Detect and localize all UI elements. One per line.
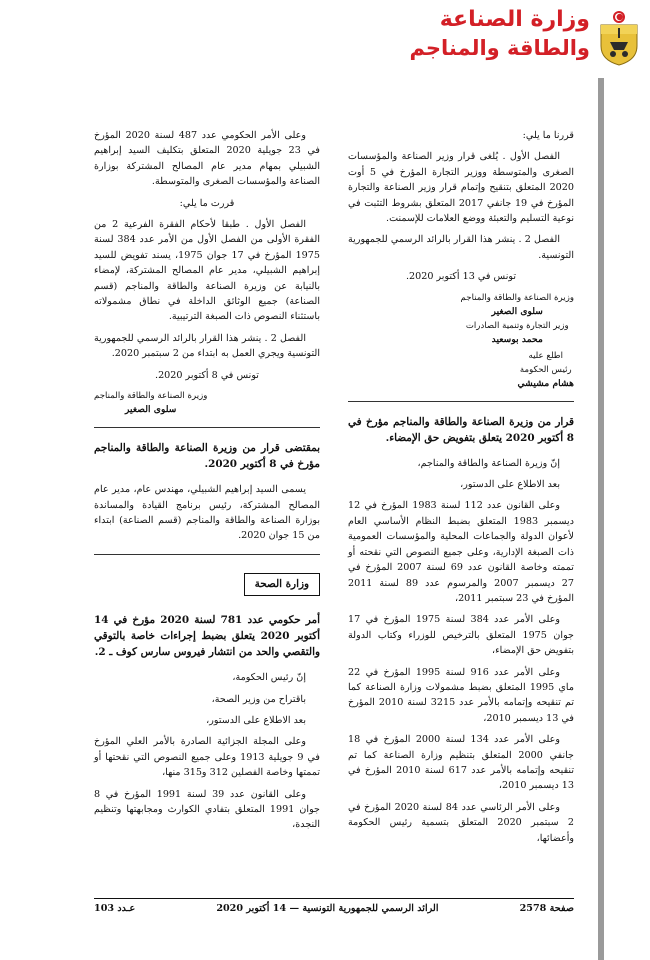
logo-line-1: وزارة الصناعة [439, 7, 590, 32]
paragraph: باقتراح من وزير الصحة، [211, 693, 306, 705]
decree-title: أمر حكومي عدد 781 لسنة 2020 مؤرخ في 14 أكتوبر 2020 يتعلق بضبط إجراءات خاصة بالتوقي والتقصي والحد من انتشار فيروس سارس كوف ـ 2. [94, 614, 320, 659]
section-divider [94, 427, 320, 428]
logo-line-2: والطاقة والمناجم [409, 36, 590, 60]
signature-name: هشام مشيشي [517, 377, 574, 389]
signature-title: رئيس الحكومة [519, 364, 572, 375]
right-column [348, 128, 574, 852]
signature-name: سلوى الصغير [124, 404, 177, 416]
date-line: تونس في 8 أكتوبر 2020. [155, 369, 259, 381]
page-footer [94, 898, 574, 914]
section-divider [348, 401, 574, 402]
paragraph: الفصل الأول . طبقا لأحكام الفقرة الفرعية 2 من الفقرة الأولى من الفصل الأول من الأمر عدد 384 لسنة 1975 المؤرخ في 17 جوان 1975، يسند تفويض للسيد إبراهيم الشبيلي، مدير عام المصالح المشتركة، لإمضاء بالنيابة عن وزيرة الصناعة والطاقة والمناجم (قسم الصناعة) جميع الوثائق الداخلة في نطاق مشمولاته باستثناء النصوص ذات الصبغة الترتيبية. [94, 219, 321, 323]
decree-title: بمقتضى قرار من وزيرة الصناعة والطاقة والمناجم مؤرخ في 8 أكتوبر 2020. [94, 442, 320, 471]
gazette-page [50, 76, 598, 960]
date-line: تونس في 13 أكتوبر 2020. [405, 271, 517, 283]
issue-number: عـدد 103 [94, 903, 136, 914]
paragraph: يسمى السيد إبراهيم الشبيلي، مهندس عام، مدير عام المصالح المشتركة، رئيس برنامج القيادة والمساندة بوزارة الصناعة والطاقة والمناجم (قسم الصناعة) ابتداء من 15 جوان 2020. [94, 484, 320, 542]
signature-name: سلوى الصغير [491, 305, 544, 317]
paragraph: الفصل 2 . ينشر هذا القرار بالرائد الرسمي للجمهورية التونسية. [348, 234, 574, 261]
signature-label: اطلع عليه [528, 350, 564, 361]
ministry-banner [0, 0, 650, 78]
signature-block [518, 349, 574, 391]
left-column [94, 128, 320, 839]
paragraph: وعلى المجلة الجزائية الصادرة بالأمر العلي المؤرخ في 9 جويلية 1913 وعلى جميع النصوص التي نقحتها أو تممتها وخاصة الفصلين 312 و315 منها، [94, 736, 321, 779]
paragraph: وعلى الأمر عدد 384 لسنة 1975 المؤرخ في 17 جوان 1975 المتعلق بالترخيص للوزراء وكتاب الدولة بتفويض حق الإمضاء، [348, 614, 574, 657]
signature-title: وزير التجارة وتنمية الصادرات [465, 320, 569, 331]
signature-block [94, 389, 207, 417]
paragraph: قررت ما يلي: [179, 197, 235, 209]
section-divider [94, 554, 320, 555]
paragraph: الفصل الأول . يُلغى قرار وزير الصناعة والمؤسسات الصغرى والمتوسطة ووزير التجارة المؤرخ في 5 أوت 2020 المتعلق بتنقيح وإتمام قرار وزير الصناعة والتجارة المؤرخ في 19 جانفي 2017 المتعلق بشروط التثبت في نوعية التسليم والتعبئة ووضع العلامات للإسمنت. [348, 151, 574, 225]
paragraph: الفصل 2 . ينشر هذا القرار بالرائد الرسمي للجمهورية التونسية ويجري العمل به ابتداء من 2 سبتمبر 2020. [94, 332, 320, 360]
decree-title: قرار من وزيرة الصناعة والطاقة والمناجم مؤرخ في 8 أكتوبر 2020 يتعلق بتفويض حق الإمضاء. [348, 415, 574, 444]
paragraph: وعلى القانون عدد 39 لسنة 1991 المؤرخ في 8 جوان 1991 المتعلق بتفادي الكوارث ومجابهتها وتنظيم النجدة، [94, 788, 320, 831]
signature-title: وزيرة الصناعة والطاقة والمناجم [460, 292, 574, 303]
ministry-box-row [94, 567, 320, 608]
ministry-logo-text [409, 6, 590, 62]
ministry-heading-box: وزارة الصحة [244, 573, 320, 596]
signature-row [348, 349, 574, 391]
paragraph: وعلى الأمر عدد 134 لسنة 2000 المؤرخ في 18 جانفي 2000 المتعلق بتنظيم وزارة الصناعة كما تم تنقيحه وإتمامه بالأمر عدد 617 لسنة 2010 المؤرخ في 13 ديسمبر 2010، [348, 734, 574, 792]
paragraph: بعد الاطلاع على الدستور، [460, 479, 560, 491]
signature-block [461, 291, 574, 347]
tunisia-coat-of-arms-icon [598, 10, 640, 66]
paragraph: وعلى الأمر عدد 916 لسنة 1995 المؤرخ في 22 ماي 1995 المتعلق بضبط مشمولات وزارة الصناعة كما تم تنقيحه وإتمامه بالأمر عدد 3215 لسنة 2010 المؤرخ في 13 ديسمبر 2010، [348, 666, 575, 724]
signature-row [94, 389, 320, 417]
signature-name: محمد بوسعيد [491, 333, 543, 345]
paragraph: إنّ وزيرة الصناعة والطاقة والمناجم، [417, 457, 560, 469]
paragraph: وعلى الأمر الرئاسي عدد 84 لسنة 2020 المؤرخ في 2 سبتمبر 2020 المتعلق بتسمية رئيس الحكومة وأعضائها، [348, 801, 574, 844]
paragraph: بعد الاطلاع على الدستور، [206, 714, 306, 726]
page-number: صفحة 2578 [519, 903, 574, 914]
signature-title: وزيرة الصناعة والطاقة والمناجم [94, 391, 208, 402]
paragraph: إنّ رئيس الحكومة، [232, 672, 306, 684]
paragraph: وعلى الأمر الحكومي عدد 487 لسنة 2020 المؤرخ في 23 جويلية 2020 المتعلق بتكليف السيد إبراهيم الشبيلي بمهام مدير عام المصالح المشتركة بوزارة الصناعة والمؤسسات الصغرى والمتوسطة. [94, 130, 320, 188]
signature-row [348, 291, 574, 347]
paragraph: قررنا ما يلي: [522, 130, 574, 141]
journal-name: الرائد الرسمي للجمهورية التونسية — 14 أكتوبر 2020 [216, 903, 439, 914]
paragraph: وعلى القانون عدد 112 لسنة 1983 المؤرخ في 12 ديسمبر 1983 المتعلق بضبط النظام الأساسي العام لأعوان الدولة والجماعات المحلية والمؤسسات العمومية ذات الصبغة الإدارية، وعلى جميع النصوص التي نقحته أو تممته وخاصة القانون عدد 69 لسنة 2007 المؤرخ في 27 ديسمبر 2007 والمرسوم عدد 89 لسنة 2011 المؤرخ في 23 سبتمبر 2011، [348, 500, 574, 604]
